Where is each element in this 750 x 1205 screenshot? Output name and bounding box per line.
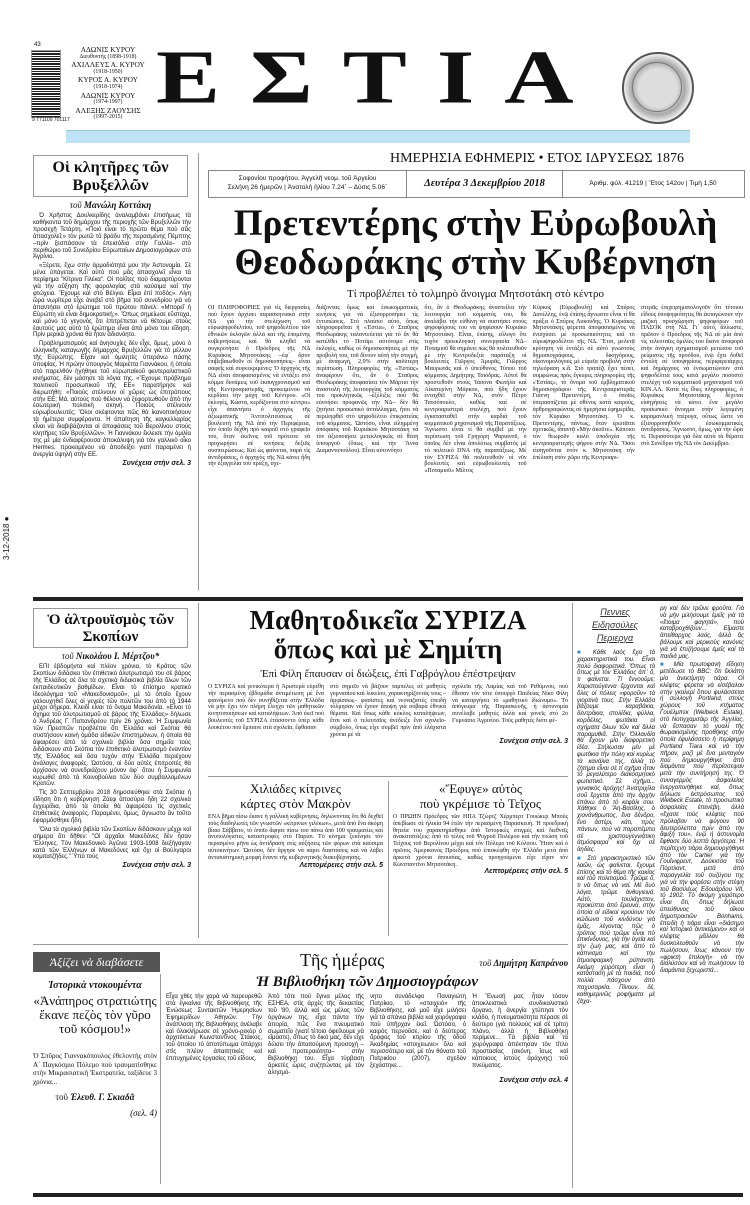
side-date: 3-12-2018 ● <box>2 516 11 560</box>
lead-column: ΟΙ ΠΛΗΡΟΦΟΡΙΕΣ γιὰ τὶς διεργασίες ποὺ ἔχουν ἀρχίσει παρασκηνιακὰ στὴν ΝΔ γιὰ τὴν στελέχωση τοῦ εὐρωψηφοδελτίου, τοῦ ψηφοδελτίου τῶν ἐθνικῶν ἐκλογῶν ἀλλὰ καὶ τῆς ἑπομένης κυβερνήσεως καὶ θὰ κληθεῖ νὰ συγκροτήσει ὁ Πρόεδρος τῆς ΝΔ Κυριάκος Μητσοτάκης –ἐφ᾽ ὅσον ἐπιβεβαιωθοῦν οἱ δημοσκοπήσεις– εἶναι σαφεῖς καὶ συγκεκριμένες: Ὁ ἀρχηγὸς τῆς ΝΔ εἶναι ἀποφασισμένος νὰ ἐντάξει στὸ κόμμα δυνάμεις τοῦ ἐκσυγχρονισμοῦ καὶ τῆς Κεντροαριστερᾶς, προκειμένου νὰ κερδίσει τὴν μάχη τοῦ Κέντρου. «Οἱ ἐκλογές, Κώστα, κερδίζονται στὸ κέντρο» εἶχε ἀπαντήσει ὁ ἀρχηγὸς τῆς ἀξιωματικῆς Ἀντιπολιτεύσεως σὲ βουλευτὴ τῆς ΝΔ ἀπὸ τὴν Περιφέρεια, τὸν ὁποῖο δέχθη πρὸ καιροῦ στὸ γραφεῖο του, ὅταν ἐκεῖνος τοῦ πρότεινε νὰ προχωρήσει σὲ κινήσεις δεξιᾶς συσπειρώσεως. Καὶ ὡς φαίνεται, παρὰ τὶς ἀντιδράσεις, ὁ ἀρχηγὸς τῆς ΝΔ κάνει ἤδη τὴν ἐξαγγελία του πράξη, σχε- <box>208 305 311 468</box>
lead-column: Κύρκος (Εὐρωβουλὴ) καὶ Σπύρος Δανέλλης, ἐνῷ ἐπίσης ἄγνωστο εἶναι τί θὰ πράξει ὁ Σπύρος Λυκούδης. Ὁ Κυριάκος Μητσοτάκης φέρεται ἀποφασισμένος νὰ ἐνισχύσει μὲ προσωπικότητες καὶ τὸ εὐρωψηφοδέλτιο τῆς ΝΔ. Ἔτσι, μελετᾷ κρότηση νὰ ἐντάξει σὲ αὐτὸ γνωστοὺς δημοσιογράφους, δικηγόρους, οἰκονομολόγους μὲ εὐρεῖα προβολὴ στὴν τηλεόραση κ.ἄ. Στὸ τραπέζι ἔχει πέσει, συμφώνως πρὸς ἔγκυρες πληροφορίες τῆς «Ἑστίας», τὸ ὄνομα τοῦ ἐμβληματικοῦ δημοσιογράφου τῆς Κεντροαριστερᾶς Γιάννη Πρετεντέρη, ὁ ὁποῖος ὑπερασπίζεται μὲ σθένος κατὰ καιρούς, ἀρθρογραφώντας σὲ ἡμερήσια ἐφημερίδα, τὸν Κυριάκο Μητσοτάκη. Ὁ κ. Πρετεντέρης, πάντως, ὅταν ἐρωτᾶται σχετικῶς, ἀπαντᾷ «Μὴν ἀκοῦτε». Κάποιοι τὸν θεωροῦν καλὸ ὑποδοχέα τῆς κεντροαριστερῆς ψήφου στὴν ΝΔ. Ὅσοι εἰσηγοῦνται στὸν κ. Μητσοτάκη τὴν ἐπέλαση στὸν χῶρο τῆς Κεντροαρι- <box>532 305 635 461</box>
column-divider <box>388 781 389 936</box>
continued-link[interactable]: Λεπτομέρειες στὴν σελ. 5 <box>484 868 568 876</box>
section-rule <box>208 776 568 777</box>
worth-reading-label: Ἀξίζει νὰ διαβάσετε <box>33 952 160 972</box>
lead-column: στερᾶς ἐπιχειρηματολογοῦν ὅτι τέτοιου εἴδους ὑποψηφιότητες θὰ ἐκπαγώνουν τὴν μαζικὴ προσχώρηση ψηφοφόρων τοῦ ΠΑΣΟΚ στὴ ΝΔ. Γι᾽ αὐτό, ἄλλωστε, πρῶτον ὁ Πρόεδρος τῆς ΝΔ σὲ μία ἀπὸ τὶς τελευταῖες ὁμιλίες του ἔκανε ἀναφορὰ στὴν ἀνάγκη σχηματισμοῦ μετώπου τοῦ ρεύματος τῆς προόδου, ἐνῷ ἔχει δοθεῖ ἐντολὴ σὲ ὑποψηφίους περιφερειάρχες καὶ δημάρχους νὰ ἐνσωματώνουν στὰ ψηφοδέλτιά τους κατὰ μεγάλο ποσοστὸ στελέχη τοῦ κομματικοῦ μηχανισμοῦ τοῦ ΚΙΝ.ΑΛ. Κατὰ τὶς ἴδιες πληροφορίες, ὁ Κυριάκος Μητσοτάκης δέχεται εἰσηγήσεις νὰ κάνει ἕνα μεγάλο προσωπικὸ ἄνοιγμα στὴν λεγομένη καραμανλικὴ πτέρυγα, οὕτως ὥστε νὰ ἐξισορροπηθοῦν ἐσωκομματικὲς ἀντιδράσεις. Ἄγνωστο, ὅμως, γιὰ τὴν ὥρα τί. Περισσότερα γιὰ ὅλα αὐτὰ τὰ θέματα στὸ Συνέδριο τῆς ΝΔ τὸν Δεκέμβριο. <box>640 305 744 447</box>
pennies-item <box>577 856 655 1006</box>
seal-logo <box>622 52 694 124</box>
founder-name: ΑΧΙΛΛΕΥΣ Α. ΚΥΡΟΥ <box>71 60 145 70</box>
paragraph: ΕΠΙ ἑβδομήντα καὶ πλέον χρόνια, τὸ Κράτος τῶν Σκοπίων διδάσκει τὸν ἐπιθετικὸ ἀλυτρωτισμό του σὲ βάρος τῆς Ἑλλάδος σὲ ὅλα τὰ σχετικὰ διδακτικὰ βιβλία ὅλων τῶν ἐκπαιδευτικῶν βαθμίδων. Εἶναι τὸ ἐπίσημο κρατικὸ ἰδεολόγημα τοῦ «Μακεδονισμοῦ», μὲ τὸ ὁποῖο ἔχουν γαλουχηθεῖ ὅλες οἱ γενεὲς τῶν πολιτῶν του ἀπὸ τὸ 1944 μέχρι σήμερα. Κλειδὶ εἶναι τὸ ὄνομα Μακεδονία. «Εἶναι τὸ ὄχημα τοῦ ἀλυτρωτισμοῦ σὲ βάρος τῆς Ἑλλάδας» δήλωσε ὁ Ἀνδρέας Γ. Παπανδρέου πρὶν 26 χρόνια. Ἡ Συμφωνία τῶν Πρεσπῶν προβλέπει ὅτι Ἑλλάδα καὶ Σκόπια θὰ συστήσουν κοινὴ ὁμάδα εἰδικῶν ἐπιστημόνων, ἡ ὁποία θὰ ἀφαιρέσει ἀπὸ τὰ σχολικὰ βιβλία ὅσα σημεῖα τοὺς διδάσκουν στὰ Σκόπια τὸν ἐπιθετικὸ ἀλυτρωτισμὸ ἐναντίον τῆς Ἑλλάδος καὶ ὅσα τυχὸν στὴν Ἑλλάδα περιέχουν ἀνάλογες ἀναφορές. Ὡστόσο, οἱ δύο αὐτὲς ἐπιτροπὲς θὰ ἀρχίσουν νὰ συνεδριάζουν μόνον ἀφ᾽ ὅτου ἡ Συμφωνία κυρωθεῖ ἀπὸ τὰ Κοινοβούλια τῶν δύο συμβαλλομένων Κρατῶν. <box>33 664 191 788</box>
syriza-headline <box>208 606 568 664</box>
paragraph: Τὶς 30 Σεπτεμβρίου 2018 δημοσιεύθηκε στὰ Σκόπια ἡ εἴδηση ὅτι ἡ κυβέρνηση Ζάεφ ἀποσύρει ἤδη 22 σχολικὰ ἐγχειρίδια, ἀπὸ τὰ ὁποῖα θὰ ἀφαιρέσει τὶς σχετικὲς ἐπιθετικὲς ἀναφορές. Παραμένει, ὅμως, ἄγνωστο ἂν τοῦτο ἐφαρμόσθηκε ἤδη. <box>33 790 191 824</box>
side-date-text: 3-12-2018 <box>2 523 11 560</box>
bullet-icon: ■ <box>577 650 593 656</box>
pennies-title-line-1: Πεννιες <box>600 607 630 617</box>
syriza-article <box>208 684 568 745</box>
day-column: Ἡ Ἕνωσή μας ἦταν τόσον ἀποκλειστικὰ συνδικαλιστικὸ ὄργανο, ἡ ἀνεργία χτύπησε τὸν κλάδο, ἡ πνευματικότητα πέρασε σὲ δεύτερο (γιὰ πολλοὺς καὶ σὲ τρίτο) πλάνο, ἀλλὰ ἡ Βιβλιοθήκη περίμενε... Τὰ βιβλία καὶ τὰ χειρόγραφα ἀπέκτησαν τὸν τίτλο προστασίας (σκόνη, ἴσως καὶ κάποιους ἱστοὺς ἀράχνης) τοῦ πνεύματος. <box>472 994 568 1070</box>
barcode <box>31 50 61 118</box>
lead-headline <box>208 204 743 282</box>
paragraph: Προβληματισμοὺς καὶ ἀνησυχίες δὲν εἶχε, ὅμως, μόνο ὁ ἑλληνικῆς καταγωγῆς δήμαρχος Βρυξελλῶν γιὰ τὸ μέλλον τῆς Εὐρώπης. Εἶχαν καὶ ὁμιλητὲς ὑπεράνω πάσης ὑποψίας. Ἡ πρώην ὑπουργὸς Μαριέττα Γιαννάκου, ἡ ὁποία στὸ παρελθὸν ἡγήθηκε τοῦ εὐρωπαϊκοῦ φεντεραλιστικοῦ κινήματος, δὲν μάσησε τὰ λόγια της. «Ἔχουμε πρόβλημα πολιτικοῦ προσωπικοῦ τῆς ΕΕ» παρατήρησε καὶ διερωτήθη: «Ποιοὺς στέλνουν οἱ χῶρες ὡς ἐπιτρόπους στὴν ΕΕ; Μά, αὐτοὺς ποὺ θέλουν νὰ ξεφορτωθοῦν ἀπὸ τὴν ἐσωτερικὴ πολιτικὴ σκηνή. Ποιοὺς στέλνουν εὐρωβουλευτές; Ὅλοι σκέφτονται πῶς θὰ ἱκανοποιήσουν τὰ ἡμέτερα συμφέροντα. Ἡ ἀπαίτηση τῆς καγκελλαρίας εἶναι νὰ διαβιβάζονται οἱ ἀποφάσεις τοῦ Βερολίνου στοὺς κλητῆρες τῶν Βρυξελλῶν». Ἡ Γιαννάκου ἔκλεισε τὴν ὁμιλία της μὲ μία ἐνδιαφέρουσα ἀποκάλυψη γιὰ τὸν γαλλικὸ οἶκο Hermes, προκειμένου νὰ ἀποδείξει γιατί παραμένει ἡ ἀνεργία ὑψηλὴ στὴν ΕΕ. <box>33 341 191 458</box>
pennies-item-text: Στὸ χαρακτηριστικὸ τῶν λαῶν, ὡς φαίνεται, ἔχουμε ἐπίσης καὶ τὸ θέμα τῆς κακίας καὶ τοῦ πολιτισμοῦ. Τρῶμε ὅ, τι νὰ ὅπως νὰ ναί. Μὲ δυὸ λόγια, τρῶμε ἀνθυγιεινά. Αὐτό, τουλάχιστον, προκύπτει ἀπὸ ἔρευνα, στὴν ὁποία οἱ εἰδικοὶ κρούουν τὸν κώδωνα τοῦ κινδύνου γιὰ ἐμᾶς, λέγοντας πῶς ὁ τρόπος ποὺ τρῶμε εἶναι πὸ ἐπικίνδυνος, γιὰ τὴν ὑγεία καὶ τὴν ζωή μας, καὶ ἀπὸ τὸ κάπνισμα καὶ τὴν ἀτμοσφαιρικὴ ρύπανση. Ἀκόμη χειρότερη εἶναι ἡ κατάσταση μὲ τὰ παιδιά, ποὺ πολλὰ πάσχουν ἀπὸ παχυσαρκία. Πίνουν, δέ, καθημερινῶς ροφήματα μὲ ζάχα- <box>577 855 655 1005</box>
article-body <box>33 664 191 870</box>
column-divider <box>198 603 199 938</box>
macron-headline-line-2: κάρτες στὸν Μακρὸν <box>240 796 351 811</box>
column-divider <box>198 153 199 590</box>
day-headline: Ἡ Βιβλιοθήκη τῶν Δημοσιογράφων <box>255 974 479 990</box>
article-title: Οἱ κλητῆρες τῶν Βρυξελλῶν <box>52 159 169 194</box>
syriza-headline-line-1: Μαθητοδικεῖα ΣΥΡΙΖΑ <box>249 605 527 635</box>
continued-link[interactable]: Συνέχεια στὴν σελ. 3 <box>122 862 191 870</box>
founder-years: Διευθυντής (1898-1918) <box>79 53 137 60</box>
page-reference[interactable]: (σελ. 4) <box>130 1108 157 1118</box>
syriza-body <box>208 684 568 738</box>
macron-headline-line-1: Χιλιάδες κίτρινες <box>249 781 342 796</box>
sun-moon-times: Σελήνη 26 ἡμερῶν | Ἀνατολὴ ἡλίου 7.24΄ – Δύσις 5.06΄ <box>227 184 388 191</box>
byline <box>33 651 188 661</box>
author-name: Δημήτρη Καπράνου <box>493 958 568 968</box>
founder-name: ΑΛΕΞΗΣ ΖΑΟΥΣΗΣ <box>75 105 141 115</box>
bullet-icon: ■ <box>660 662 674 669</box>
byline-prefix: τοῦ <box>479 958 492 968</box>
newspaper-title: ΕΣΤΙΑ <box>156 33 604 120</box>
worth-reading-summary: Ὁ Σπῦρος Γιαννακόπουλος ἐθελοντὴς στὸν Α΄ Παγκόσμιο Πόλεμο ποὺ τραυματίσθηκε στὴν Μικρασιατικὴ Ἐκστρατεία, ταξίδευε 3 χρόνια... <box>33 1052 157 1086</box>
byline <box>33 200 188 210</box>
byline-prefix: τοῦ <box>61 651 74 661</box>
syriza-column: σχολεῖα τῆς Λαμίας καὶ τοῦ Ρεθύμνου, ποὺ ἔθεσαν τὸν τότε ὑπουργὸ Παιδείας Νίκο Φίλη νὰ καταργήσει τὸ «μαθητικὸ ἰδιώνυμο». Τὸ ἀπόγευμα τῆς Παρασκευῆς, ἡ ἀστυνομία συνέλαβε μαθητὲς ἀλλὰ καὶ γονεῖς στὸ 2ο Γυμνάσιο Ἀγρινίου. Τοὺς μαθητὲς διότι φέ- <box>452 684 568 724</box>
syriza-column: Ο ΣΥΡΙΖΑ καὶ γενικότερα ἡ Ἀριστερὰ εὑρέθη τὴν περασμένη ἑβδομάδα ἀντιμέτωπη μὲ ἕνα φαινόμενο ποὺ δὲν συνηθίζεται στὴν Ἑλλάδα νὰ μὴν ἔχει τὸν πλήρη ἔλεγχο τῶν μαθητικῶν κινητοποιήσεων καὶ καταλήψεων. Ἀπὸ ἐκεῖ ποὺ βουλευτὲς τοῦ ΣΥΡΙΖΑ ἐτάσσοντο ὑπὲρ κάθε λουκέτου ποὺ ἔμπαινε στὰ σχολεῖα, ἔφθασαν <box>208 684 324 731</box>
syriza-headline-line-2: ὅπως καὶ μὲ Σημίτη <box>273 634 503 664</box>
macron-body: ΕΝΑ βῆμα πίσω ἔκανε ἡ γαλλικὴ κυβέρνησις, δηλώνοντας ὅτι θὰ δεχθεῖ τοὺς διαδηλωτὲς τῶν γνωστῶν «κίτρινων γιλέκων», μετὰ ἀπὸ ἕνα ἀκόμη βίαιο Σάββατο, τὸ ὁποῖο ἄφησε πίσω του πάνω ἀπὸ 100 τραυματίες καὶ ἀνυπολόγιστες καταστροφὲς στὸ Παρίσι. Τὸ κίνημα ξεκίνησε τὸν περασμένο μῆνα ὡς ἀντίδραση στὶς αὐξήσεις τῶν φόρων στὰ καύσιμα αὐτοκινήτων. Ὡστόσο, δὲν ἄργησε νὰ πάρει διαστάσεις καὶ νὰ λάβει ἀντισυστημικὴ μορφή ἔναντι τῆς κυβερνητικῆς διακυβέρνησης. <box>208 814 383 861</box>
lead-headline-line-2: Θεοδωράκης στὴν Κυβέρνηση <box>234 242 717 283</box>
bush-body: Ο ΠΡΩΗΝ Πρόεδρος τῶν ΗΠΑ Τζὼρτζ Χέρμπερτ Γουώκερ Μπούς ἀπεβίωσε σὲ ἡλικία 94 ἐτῶν τὴν περασμένη Παρασκευή. Ἡ προεδρική θητεία του χαρακτηρίσθηκε ἀπὸ Ἱστορικὲς στιγμὲς καὶ διεθνεῖς ἀνακατατάξεις: ἀπὸ τὸ τέλος τοῦ Ψυχροῦ Πολέμου καὶ τὴν πτώση τοῦ Τείχους τοῦ Βερολίνου μέχρι καὶ τὸν Πόλεμο τοῦ Κόλπου. Ἦταν καὶ ὁ πρῶτος Ἀμερικανὸς Πρόεδρος ποὺ ἐπισκέφθη τὴν Ἑλλάδα μετὰ ἀπὸ ἀρκετὰ χρόνια ἀπουσίας, καθὼς προηγούμενα εἶχε εἶχαν τὸν Κωνσταντῖνο Μητσοτάκη. <box>393 814 568 868</box>
syriza-column: στὸ σημεῖο νὰ βάζουν ταμπέλες σὲ μαθητὲς γυμνασίου καὶ λυκείου, χαρακτηρίζοντάς τους –ἀμφίσσως– φασίστες καὶ νεοναζιστὲς ἐπειδὴ τόλμησαν νὰ ἔχουν ἄποψη γιὰ σοβαρὰ ἐθνικὰ θέματα. Καὶ ὅπως κάθε κύκλος καταλήψεων, ἔτσι καὶ ὁ τελευταῖος ἀνέδειξε ἕνα σχολεῖο-σύμβολο, ὅπως εἶχε συμβεῖ πρὶν ἀπὸ ἐλάχιστα χρόνια μὲ τὰ <box>330 684 446 738</box>
syriza-subhead: Ἐπὶ Φίλη ἔπαυσαν οἱ διώξεις, ἐπὶ Γαβρόγλου ἐπέστρεψαν <box>260 668 516 680</box>
masthead-blue-rule <box>66 130 690 143</box>
bush-headline-line-1: «Ἔφυγε» αὐτὸς <box>438 781 523 796</box>
pennies-title-line-2: Ειδησούλες <box>592 620 638 630</box>
worth-reading-title[interactable]: «Ἀνάπηρος στρατιώτης ἔκανε πεζὸς τὸν γῦρο τοῦ κόσμου!» <box>33 993 157 1036</box>
founder-years: (1974-1997) <box>93 99 123 106</box>
section-rule <box>33 597 743 601</box>
founder-name: ΑΔΩΝΙΣ ΚΥΡΟΥ <box>80 45 136 54</box>
lead-subhead: Τί προβλέπει τὸ τολμηρὸ ἄνοιγμα Μητσοτάκη στὸ κέντρο <box>347 288 604 300</box>
article-title-box <box>33 155 188 197</box>
paragraph: Ὁ Χρῆστος Δουλκερίδης ἀναλαμβάνει ἐπισήμως τὰ καθήκοντα τοῦ δημάρχου τῆς περιοχῆς τῶν Βρυξελλῶν τὴν προσεχῆ Τετάρτη. «Ποιό εἶναι τὸ πρῶτο θέμα ποὺ σᾶς ἀπασχολεῖ;» τὸν ρωτῶ τὸ βράδυ τῆς περασμένης Πέμπτης –πρὶν ξεσπάσουν τὰ ἐπεισόδια στὴν Γαλλία– στὸ περιθώριο τοῦ Συνεδρίου Εὐρωπαίων Δημοσιογράφων στὸ Ἀγρίνιο. <box>33 213 191 261</box>
pennies-item: ρη καὶ δὲν τρῶνε φροῦτα. Γιὰ νὰ μὴν μιλήσουμε ἐμεῖς γιὰ τὰ «ἔτοιμα φαγητά», ποὺ καταβροχθίζουν... Εἴμαστε ἀπείθαρχος λαός, ἀλλὰ ἂς βάλουμε καὶ μερικοὺς κανόνες γιὰ νὰ ἐπιζήσουμε ἐμεῖς καὶ τὰ παιδιά μας. <box>660 606 744 660</box>
worth-reading-kicker: Ἱστορικὰ ντοκουμέντα <box>48 980 142 991</box>
author-name: Ἐλευθ. Γ. Σκιαδᾶ <box>70 1092 135 1102</box>
pennies-item <box>660 662 744 975</box>
bush-article <box>393 814 568 875</box>
bush-headline-line-2: ποὺ γκρέμισε τὸ Τεῖχος <box>419 796 542 811</box>
author-name: Νικολάου Ι. Μέρτζου* <box>75 651 160 661</box>
founder-name: ΑΔΩΝΙΣ ΚΥΡΟΥ <box>80 90 136 100</box>
macron-headline <box>208 781 383 811</box>
founder-years: (1997-2015) <box>93 114 123 121</box>
author-name: Μανώλη Κοττάκη <box>83 200 152 210</box>
barcode-issue: 43 <box>34 42 41 48</box>
pennies-body <box>577 650 655 1007</box>
pennies-item <box>577 650 655 854</box>
lead-column: διάζοντας ὅμως καὶ ἐσωκομματικὲς κινήσεις γιὰ νὰ ἐξισορροπήσει τὶς ἐντυπώσεις. Στὸ πλαίσιο αὐτό, ὅπως πληροφορεῖται ἡ «Ἑστία», ὁ Σταῦρος Θεοδωράκης ταλαντεύεται γιὰ τὸ ἂν θὰ κατέλθει τὸ Ποτάμι αὐτόνομο στὶς ἐκλογές, καθὼς οἱ δημοσκοπήσεις μὲ τὴν προβολή του, τοῦ δίνουν αὐτὴ τὴν στιγμή, μὲ ἀναγωγή, 2,9% στὴν καλύτερη περίπτωση. Πληροφορίες τῆς «Ἑστίας» ἀναφέρουν ὅτι, ἂν ὁ Σταῦρος Θεοδωράκης ἀποφασίσει τὸν Μάρτιο τὴν ἀναστολὴ τῆς λειτουργίας τοῦ κόμματός του προκλητικῶς –ἐξέλιξις ποὺ θὰ εὐνοήσει προφανῶς τὴν ΝΔ– δὲν θὰ ζητήσει προσωπικὸ ἀντάλλαγμα, ἤτοι νὰ περιληφθεῖ στὸ ψηφοδέλτιο ἐπικρατείας τοῦ κόμματος. Ὡστόσο, εἶναι εἰλημμένη ἀπόφασις τοῦ Κυριάκου Μητσοτάκη νὰ τὸν ἀξιοποιήσει μετεκλογικῶς σὲ θέση ὑπουργοῦ (ὅπως καὶ τὴν Ἄννα Διαμαντοπούλου). Εἶναι αὐτονόητο <box>316 305 419 454</box>
issue-date: Δευτέρα 3 Δεκεμβρίου 2018 <box>406 171 563 197</box>
pennies-body <box>660 606 744 977</box>
continued-link[interactable]: Συνέχεια στὴν σελ. 3 <box>499 738 568 746</box>
bush-headline <box>393 781 568 811</box>
article-body <box>33 213 191 468</box>
bottom-rule <box>33 1193 743 1197</box>
byline-prefix: τοῦ <box>69 200 82 210</box>
byline <box>420 958 568 968</box>
pennies-title <box>578 606 652 645</box>
article-title: Ὁ ἀλτρουϊσμὸς τῶν Σκοπίων <box>47 612 174 645</box>
barcode-number: 9 771109 701117 <box>32 117 70 123</box>
lead-body <box>208 305 743 475</box>
founder-years: (1918-1950) <box>93 68 123 75</box>
article-title-box <box>33 608 188 648</box>
pennies-item-text: Μία πρωτοφανὴ εἴδηση μετέδωσε τὸ BBC: ὅτι ἔκλάπη μία ἀνεκτίμητη τιάρα. Οἱ κλέφτες φέρεται νὰ εἰσέβαλαν στὴν γκαλερὶ ὅπου φυλάσσεται ἡ συλλογὴ Portland, στοὺς χώρους τοῦ κτήματος Γουέλμπεκ (Welbeck Estate), στὸ Νοτιγχαμσάιρ τῆς Ἀγγλίας, νὰ ἔσπασαν τὸ γυαλὶ τῆς θωρακισμένης προθήκης στὴν ὁποία ἐφυλάσσετο ἡ περίφημη Portland Tiara καὶ νὰ τὴν πῆραν, μαζὶ μὲ ἕνα μενταγιὸν ποὺ δημιουργήθηκε ἀπὸ διαμάντια ποὺ περίσσεψαν μετὰ τὴν συντήρησή της. Ὁ συναγερμὸς ἀσφαλείας ἐνεργοποιήθηκε καί, ὅπως δήλωσε ἐκπρόσωπος τοῦ Welbeck Estate, τὸ προσωπικὸ ἀσφαλείας ἐπενέβη, ἀλλὰ «ἔχασε τοὺς κλέφτες ποὺ πρόλαβαν νὰ φύγουν 90 δευτερόλεπτα πρὶν ἀπὸ τὴν ἄφιξή του», ἐνῷ ἡ ἀστυνομία ἔφθασε δύο λεπτὰ ἀργότερα. Ἡ περίτεχνη τιάρα δημιουργήθηκε ἀπὸ τὸν Cartier γιὰ τὴν Γουΐνιφρεντ, Δούκισσα τοῦ Πόρτλαντ, μετὰ ἀπὸ παραγγελία τοῦ συζύγου της γιὰ νὰ τὴν φορέσει στὴν στέψη τοῦ Βασιλέως Ἐδουάρδου VII, τὸ 1902. Τὸ ἀκόμη χειρότερο εἶναι ὅτι, ὅπως δήλωσε ὑπεύθυνος τοῦ οἴκου δημοπρασιῶν Bonhams, ἐπειδὴ ἡ τιάρα εἶναι «διάσημο καὶ Ἱστορικὸ ἀντικείμενο» καὶ οἱ κλέφτες μᾶλλον θὰ δυσκολευθοῦν νὰ τὴν πωλήσουν, ἴσως κάνουν τὴν «φρικτὴ ἐπιλογὴ» νὰ τὴν διαλύσουν καὶ νὰ πωλήσουν τὰ διαμάντια ξεχωριστά... <box>660 662 744 975</box>
continued-link[interactable]: Συνέχεια στὴν σελ. 4 <box>499 1076 568 1084</box>
pennies-title-line-3: Περιεργα <box>596 633 634 643</box>
info-box <box>208 170 745 198</box>
column-divider <box>160 974 161 1184</box>
continued-link[interactable]: Λεπτομέρειες στὴν σελ. 5 <box>299 861 383 869</box>
day-column: νητο συνάδελφο Παναγιώτη Πατρίκιο, τὸ «στοιχειὸ» τῆς Βιβλιοθήκης, καὶ μοῦ εἶχε μιλήσει γιὰ τὰ σπάνια βιβλία καὶ χειρόγραφα ποὺ ὑπῆρχαν ἐκεῖ. Ὡστόσο, ὁ καιρὸς περνοῦσε, καὶ ὁ δεύτερος ὄροφος τοῦ κτιρίου τῆς ὁδοῦ Ἀκαδημίας «στοιχειωνε» ὅλο καὶ περισσότερο καί, μὲ τὸν θάνατο τοῦ Πατρικίου (2007), σχεδὸν ξεχάστηκε... <box>370 994 466 1070</box>
paragraph: «Ξέρετε, ἔχω στὴν ἁρμοδιότητά μου τὴν Ἀστυνομία. Σὲ μένα ὑπάγεται. Καὶ αὐτὸ ποὺ μᾶς ἀπασχολεῖ εἶναι τὰ περίφημα "Κίτρινα Γιλέκα". Οἱ πολῖτες ποὺ διαμαρτύρονται γιὰ τὴν αὔξηση τῆς φορολογίας στὰ καύσιμα καὶ τὴν φτώχεια. Ἔχουμε καὶ στὸ Βέλγιο. Εἶμαι ἐπὶ ποδός». Λίγη ὥρα νωρίτερα εἶχε ἀνεβεῖ στὸ βῆμα τοῦ συνεδρίου γιὰ νὰ ἀπαντήσει στὸ ἐρώτημα τοῦ πρώτου πάνελ: «Μπορεῖ ἡ Εὐρώπη νὰ εἶναι δημοκρατική;». Ὅπως σημείωσε εὔστοχα, καὶ μόνο τὸ γεγονὸς ὅτι ἐπιτρέπεται νὰ θέτουμε στοὺς ἑαυτούς μας αὐτὸ τὸ ἐρώτημα εἶναι ἀπὸ μόνο του εἴδηση. Πρὶν μερικὰ χρόνια θὰ ἦταν ἀδιανόητο. <box>33 263 191 339</box>
bullet-icon: ■ <box>577 855 588 862</box>
almanac-info <box>209 171 406 197</box>
tagline: ΗΜΕΡΗΣΙΑ ΕΦΗΜΕΡΙΣ • ΕΤΟΣ ΙΔΡΥΣΕΩΣ 1876 <box>390 151 684 166</box>
day-column: Εἶχα χθὲς τὴν χαρὰ νὰ παρευρεθῶ στὰ ἐγκαίνια τῆς Βιβλιοθήκης τῆς Ἑνώσεως Συντακτῶν Ἡμερησίων Ἐφημερίδων Ἀθηνῶν. Τὴν ἀνάπλαση τῆς Βιβλιοθήκης ἀνέλαβε καὶ ὁλοκλήρωσε σὲ χρόνο-ρεκὸρ ὁ ἀρχιτέκτων Κωνσταντῖνος Στάικος, τοῦ ὁποίου τὸ ἀποτύπωμα ὑπάρχει στὶς πλέον ἀπαιτητικὲς καὶ ἐπιτυχημένες ἐργασίες τοῦ εἴδους. <box>166 994 262 1063</box>
continued-link[interactable]: Συνέχεια στὴν σελ. 3 <box>122 459 191 467</box>
issue-info: Ἀριθμ. φύλ. 41219 | Ἔτος 142ον | Τιμὴ 1,50 <box>589 180 717 187</box>
section-rule <box>33 944 568 945</box>
lead-headline-line-1: Πρετεντέρης στὴν Εὐρωβουλὴ <box>233 203 718 244</box>
day-body <box>166 994 568 1077</box>
founders-list <box>68 46 148 122</box>
pennies-item-text: Κάθε λαὸς ἔχει τὰ χαρακτηριστικά του. Εἶναι πολὺ διαφορετικά. Ὅπως τὰ ὅπως μὲ τὸν Ἑλλάδος ἀπ᾽ ὅ, τι φαίνεται. Τί ἔννοοῦμε; Χαριστούγεννα ἔρχονται καὶ ὅλες οἱ πόλεις «φοροῦν» τὰ γιορτινά τους. Στὴν Ἑλλάδα βάζουμε καραβάκια, δεντράκια, στολίδια, φύλλα, κορδέλες, φωτάκια οἱ σχήματα ὅλων τῶν καὶ ἄλλα παραμυθιᾶ. Στὴν Ὁλλανδία θὰ ἔχουν μία διαφορετικὴ ἰδέα. Στήλωσαν μὲν μὲ φωτάκια τὴν πόλη καὶ κυρίως τὰ κανάλια της, ἀλλὰ τὸ ζήτημα εἶναι σὲ τί σχῆμα ἦταν τὸ μεγαλύτερο διακοσμητικὸ φωτιστικό. Σὲ σχῆμα... γυναικὸς ἀρόχης! Ἀνατριχίλα σοῦ ἔρχεται ἀπὸ τὴν ἀρχὴν ἐπάνω ἀπὸ τὸ κεφάλι σου. Χάθηκε ὁ Ἅη-Βασίλης, ὁ χιονάνθρωπος, ἕνα δένδρο, ἕνα ἀστέρι, κάτι, πρὸς πάντων, ποὺ νὰ παραπέμπει σὲ χριστουγεννιάτικη ἀτμόσφαιρα καὶ ὄχι σὲ ἀηδίες. <box>577 650 655 854</box>
day-column: Ἀπὸ τότε ποὺ ἔγινα μέλος τῆς ΕΣΗΕΑ, στὶς ἀρχὲς τῆς δεκαετίας τοῦ '80, ἀλλὰ καὶ ὡς μέλος τῶν ὀργάνων της, εἶχα πάντα τὴν ἀπορία, πῶς ἕνα πνευματικὸ σωματεῖο (γιατί τέτοιο ὀφείλουμε νὰ εἴμαστε), ὅπως τὸ δικό μας, δὲν εἶχε δώσει τὴν ἀπαιτούμενη προσοχὴ –καὶ προτεραιότητα– στὴν Βιβλιοθήκη του. Εἶχα τύρβαση ἀρκετὲς ὧρες συζητώντας μὲ τὸν ἀλησμό- <box>268 994 364 1076</box>
byline-prefix: τοῦ <box>55 1092 68 1102</box>
section-title: Τῆς ἡμέρας <box>300 950 385 970</box>
paragraph: Ὅλα τὰ σχολικὰ βιβλία τῶν Σκοπίων διδάσκουν μέχρι καὶ σήμερα ὅτι δῆθεν: "Οἱ ἀρχαῖοι Μακεδόνες δὲν ἦσαν Ἕλληνες. Τὸν Μακεδονικὸ Ἀγῶνα 1903-1908 διεξήγαγαν κατὰ τῶν Ἑλλήνων οἱ Μακεδόνες καὶ ὄχι οἱ Βούλγαροι κομιτατζῆδες." Ὑπὸ τοὺς <box>33 826 191 861</box>
macron-article <box>208 814 383 869</box>
column-divider <box>572 603 573 1188</box>
byline <box>33 1092 157 1102</box>
lead-column: ὅτι, ἂν ὁ Θεοδωράκης ἀναστείλει τὴν λειτουργία τοῦ κόμματός του, θὰ ἀναλάβει τὴν εὐθύνη νὰ συστήσει στοὺς ψηφοφόρους του νὰ ψηφίσουν Κυριάκο Μητσοτάκη. Εἶναι, ἐπίσης, εὔλογο ὅτι τυχὸν προεκλογικὴ συνεργασία ΝΔ–Ποταμιοῦ θὰ σημάνει πὼς θὰ πολιτευθοῦν μὲ τὴν Κεντροδεξιὰ παράταξη οἱ βουλευτὲς Γιῶργος Ἀμυρᾶς, Γιῶργος Μαυρωτᾶς καὶ ὁ ὑπεύθυνος Τύπου τοῦ κόμματος Δημήτρης Τσιόδρας. Αὐτοὶ θὰ προστεθοῦν στοὺς Ἰάσονα Φωτήλα καὶ Αἰκατερίνη Μάρκου, ποὺ ἤδη ἔχουν ἐνταχθεῖ στὴν ΝΔ, στὸν Πέτρο Τατσόπουλο, καθὼς καὶ σὲ κεντροαριστερὰ στελέχη, ποὺ ἔχουν ἐγκατασταθεῖ στὴν καρδιὰ τοῦ κομματικοῦ μηχανισμοῦ τῆς Παρατάξεως. Ἄγνωστο εἶναι τί θὰ συμβεῖ μὲ τὴν περίπτωση τοῦ Γρηγόρη Ψαριανοῦ, ὁ ὁποῖος δὲν εἶναι ἀπολύτως συμβατὸς μὲ τὸ πολιτικὸ DNA τῆς παρατάξεως. Μὲ τὸν ΣΥΡΙΖΑ θὰ πολιτευθοῦν οἱ νῦν βουλευτὲς καὶ εὐρωβουλευτὲς τοῦ «Ποταμιοῦ» Μίλτος <box>424 305 527 475</box>
saints-of-day: Σοφονίου προφήτου. Ἀγγελῆ νεομ. τοῦ Ἀργείου <box>238 175 377 182</box>
founder-years: (1918-1974) <box>93 83 123 90</box>
day-article <box>166 994 568 1084</box>
founder-name: ΚΥΡΟΣ Α. ΚΥΡΟΥ <box>78 75 138 85</box>
